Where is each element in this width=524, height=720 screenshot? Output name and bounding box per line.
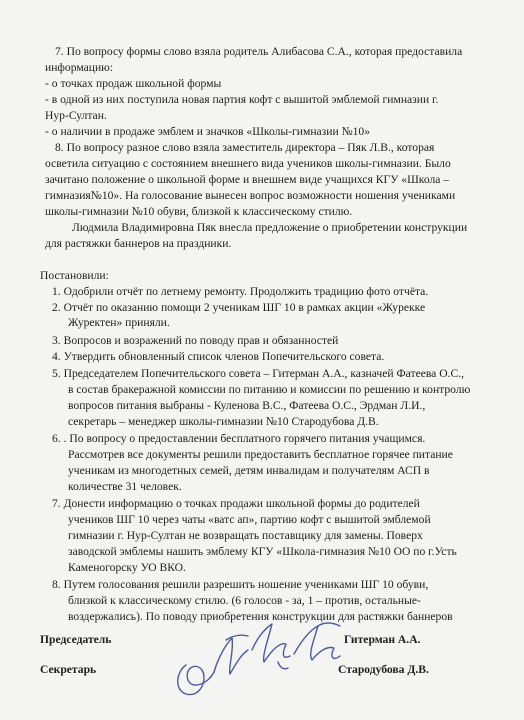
section8-line7: для растяжки баннеров на праздники. bbox=[45, 237, 232, 250]
section8-line5: школы-гимназии №10 обуви, близкой к классическому стилю. bbox=[45, 205, 353, 218]
section8-line6: Людмила Владимировна Пяк внесла предложение о приобретении конструкции bbox=[72, 221, 468, 234]
section8-line4: гимназия№10». На голосование вынесен вопрос возможности ношения учениками bbox=[45, 189, 456, 202]
resolved-item2-line2: Журектен» приняли. bbox=[68, 316, 170, 329]
resolved-item3: 3. Вопросов и возражений по поводу прав и обязанностей bbox=[52, 334, 339, 347]
resolved-item1: 1. Одобрили отчёт по летнему ремонту. Продолжить традицию фото отчёта. bbox=[52, 285, 429, 298]
resolved-item8-line2: близкой к классическому стилю. (6 голосов - за, 1 – против, остальные- bbox=[68, 594, 421, 607]
section8-line2: осветила ситуацию с состоянием внешнего вида учеников школы-гимназии. Было bbox=[45, 157, 451, 170]
resolved-item6-line2: Рассмотрев все документы решили предоставить бесплатное горячее питание bbox=[68, 448, 453, 461]
handwritten-signature bbox=[168, 610, 368, 705]
section8-line1: 8. По вопросу разное слово взяла заместитель директора – Пяк Л.В., которая bbox=[55, 141, 435, 154]
secretary-name: Стародубова Д.В. bbox=[338, 663, 429, 676]
section8-line3: зачитано положение о школьной форме и внешнем виде учащихся КГУ «Школа – bbox=[45, 173, 450, 186]
resolved-item7-line5: Каменогорску УО ВКО. bbox=[68, 561, 186, 574]
section7-line2: информацию: bbox=[45, 61, 114, 74]
section7-line3: - о точках продаж школьной формы bbox=[45, 77, 222, 90]
resolved-item7-line1: 7. Донести информацию о точках продажи школьной формы до родителей bbox=[52, 497, 420, 510]
resolved-item2-line1: 2. Отчёт по оказанию помощи 2 ученикам ШГ 10 в рамках акции «Журекке bbox=[52, 301, 426, 314]
resolved-item6-line3: ученикам из многодетных семей, детям инвалидам и получателям АСП в bbox=[68, 464, 430, 477]
resolved-item6-line1: 6. . По вопросу о предоставлении бесплатного горячего питания учащимся. bbox=[52, 432, 426, 445]
resolved-item7-line4: заводской эмблемы нашить эмблему КГУ «Школа-гимназия №10 ОО по г.Усть bbox=[68, 545, 457, 558]
resolved-heading: Постановили: bbox=[40, 269, 109, 282]
resolved-item5-line3: вопросов питания выбраны - Куленова В.С., Фатеева О.С., Эрдман Л.И., bbox=[68, 399, 426, 412]
chair-name: Гитерман А.А. bbox=[344, 633, 421, 646]
secretary-title: Секретарь bbox=[40, 663, 97, 676]
resolved-item4: 4. Утвердить обновленный список членов Попечительского совета. bbox=[52, 350, 385, 363]
resolved-item5-line2: в состав бракеражной комиссии по питанию и комиссии по решению и контролю bbox=[68, 383, 471, 396]
resolved-item6-line4: количестве 31 человек. bbox=[68, 480, 182, 493]
chair-title: Председатель bbox=[40, 633, 112, 646]
resolved-item8-line1: 8. Путем голосования решили разрешить ношение учениками ШГ 10 обуви, bbox=[52, 578, 429, 591]
section7-line4: - в одной из них поступила новая партия кофт с вышитой эмблемой гимназии г. bbox=[45, 93, 439, 106]
resolved-item7-line3: гимназии г. Нур-Султан не возвращать поставщику для замены. Поверх bbox=[68, 529, 423, 542]
resolved-item5-line1: 5. Председателем Попечительского совета – Гитерман А.А., казначей Фатеева О.С., bbox=[52, 367, 465, 380]
resolved-item5-line4: секретарь – менеджер школы-гимназии №10 Стародубова Д.В. bbox=[68, 415, 379, 428]
resolved-item8-line3: воздержались). По поводу приобретения конструкции для растяжки баннеров bbox=[68, 610, 453, 623]
section7-line5: Нур-Султан. bbox=[45, 109, 107, 122]
section7-line1: 7. По вопросу формы слово взяла родитель Алибасова С.А., которая предоставила bbox=[55, 45, 463, 58]
resolved-item7-line2: учеников ШГ 10 через чаты «ватс ап», партию кофт с вышитой эмблемой bbox=[68, 513, 431, 526]
section7-line6: - о наличии в продаже эмблем и значков «Школы-гимназии №10» bbox=[45, 125, 371, 138]
